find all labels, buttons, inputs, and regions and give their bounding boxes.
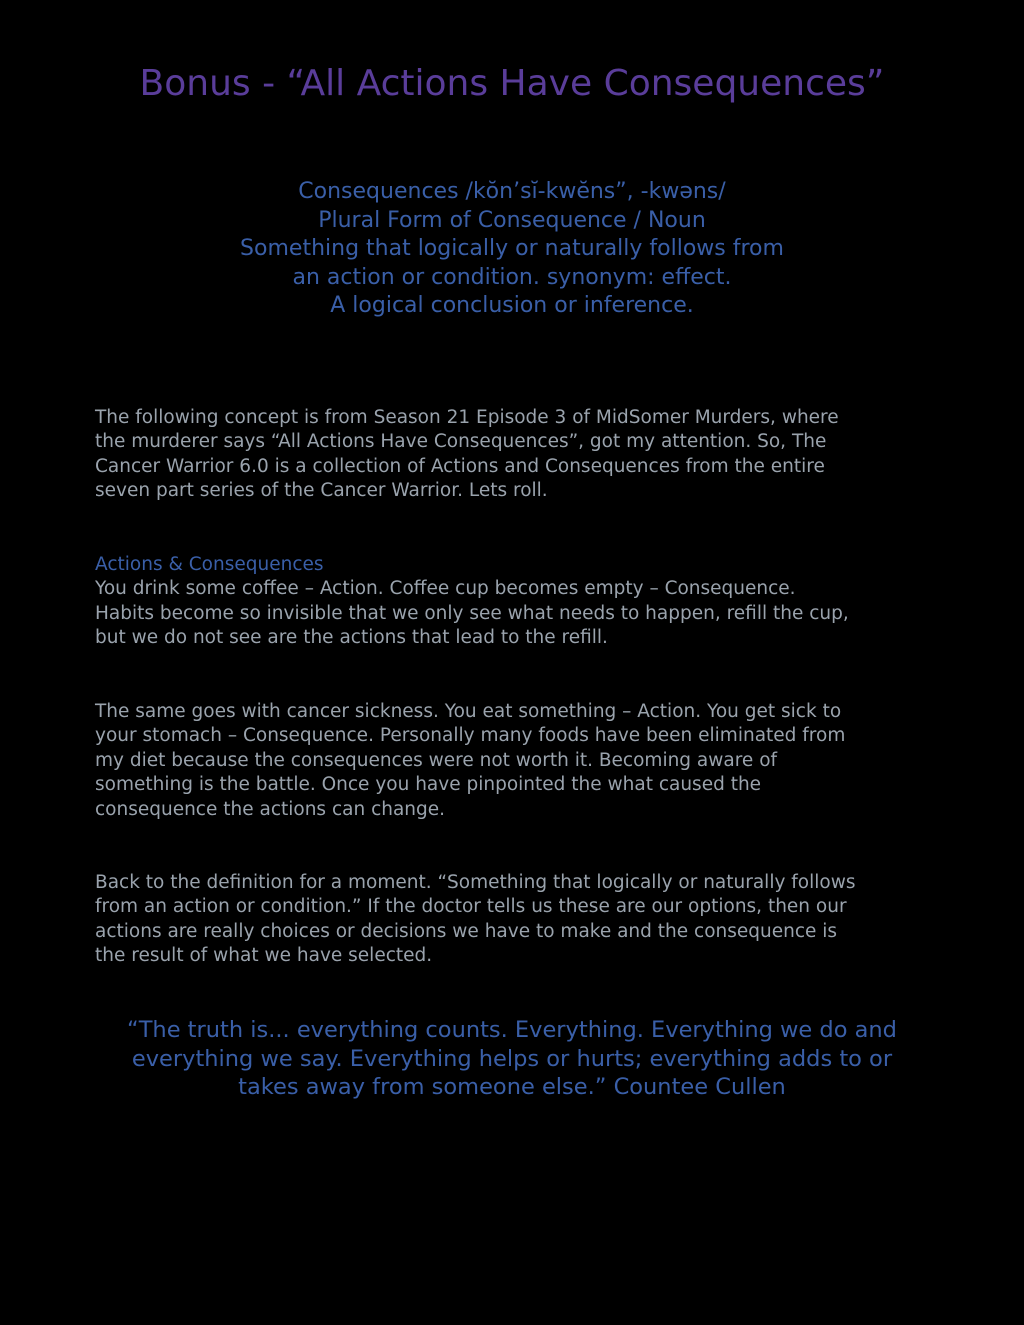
definition-line: A logical conclusion or inference. xyxy=(330,293,694,319)
page-title: Bonus - “All Actions Have Consequences” xyxy=(139,63,885,104)
paragraph-line: actions are really choices or decisions we have to make and the consequence is xyxy=(95,920,838,942)
closing-quote xyxy=(100,1016,924,1102)
definition-line: Consequences /kŏn’sĭ-kwĕns”, -kwəns/ xyxy=(298,179,726,204)
paragraph-line: from an action or condition.” If the doctor tells us these are our options, then our xyxy=(95,896,847,918)
intro-paragraph xyxy=(95,406,935,504)
paragraph-line: something is the battle. Once you have pinpointed the what caused the xyxy=(95,774,762,796)
paragraph-line: consequence the actions can change. xyxy=(95,798,446,820)
paragraph-line: The same goes with cancer sickness. You eat something – Action. You get sick to xyxy=(95,701,842,722)
paragraph-line: You drink some coffee – Action. Coffee cup becomes empty – Consequence. xyxy=(95,578,796,600)
paragraph-line: seven part series of the Cancer Warrior. Lets roll. xyxy=(95,480,548,502)
paragraph-line: Cancer Warrior 6.0 is a collection of Actions and Consequences from the entire xyxy=(95,455,825,477)
quote-line: everything we say. Everything helps or hurts; everything adds to or xyxy=(131,1045,893,1072)
paragraph-line: the result of what we have selected. xyxy=(95,945,433,967)
quote-line: takes away from someone else.” Countee Cullen xyxy=(238,1074,786,1101)
quote-line: “The truth is... everything counts. Everything. Everything we do and xyxy=(127,1017,897,1043)
definition-line: an action or condition. synonym: effect. xyxy=(292,264,732,290)
definition-paragraph xyxy=(95,871,935,969)
paragraph-line: Habits become so invisible that we only see what needs to happen, refill the cup, xyxy=(95,602,849,624)
paragraph-line: but we do not see are the actions that lead to the refill. xyxy=(95,627,608,649)
definition-line: Plural Form of Consequence / Noun xyxy=(318,207,706,233)
sickness-paragraph xyxy=(95,700,935,822)
paragraph-line: my diet because the consequences were not worth it. Becoming aware of xyxy=(95,749,778,771)
dictionary-definition xyxy=(100,178,924,321)
section-heading: Actions & Consequences xyxy=(95,554,324,575)
paragraph-line: the murderer says “All Actions Have Consequences”, got my attention. So, The xyxy=(95,431,827,453)
paragraph-line: The following concept is from Season 21 Episode 3 of MidSomer Murders, where xyxy=(95,407,839,428)
paragraph-line: your stomach – Consequence. Personally many foods have been eliminated from xyxy=(95,725,846,747)
paragraph-line: Back to the definition for a moment. “Something that logically or naturally follows xyxy=(95,872,856,893)
actions-section xyxy=(95,553,935,651)
definition-line: Something that logically or naturally follows from xyxy=(240,236,784,262)
